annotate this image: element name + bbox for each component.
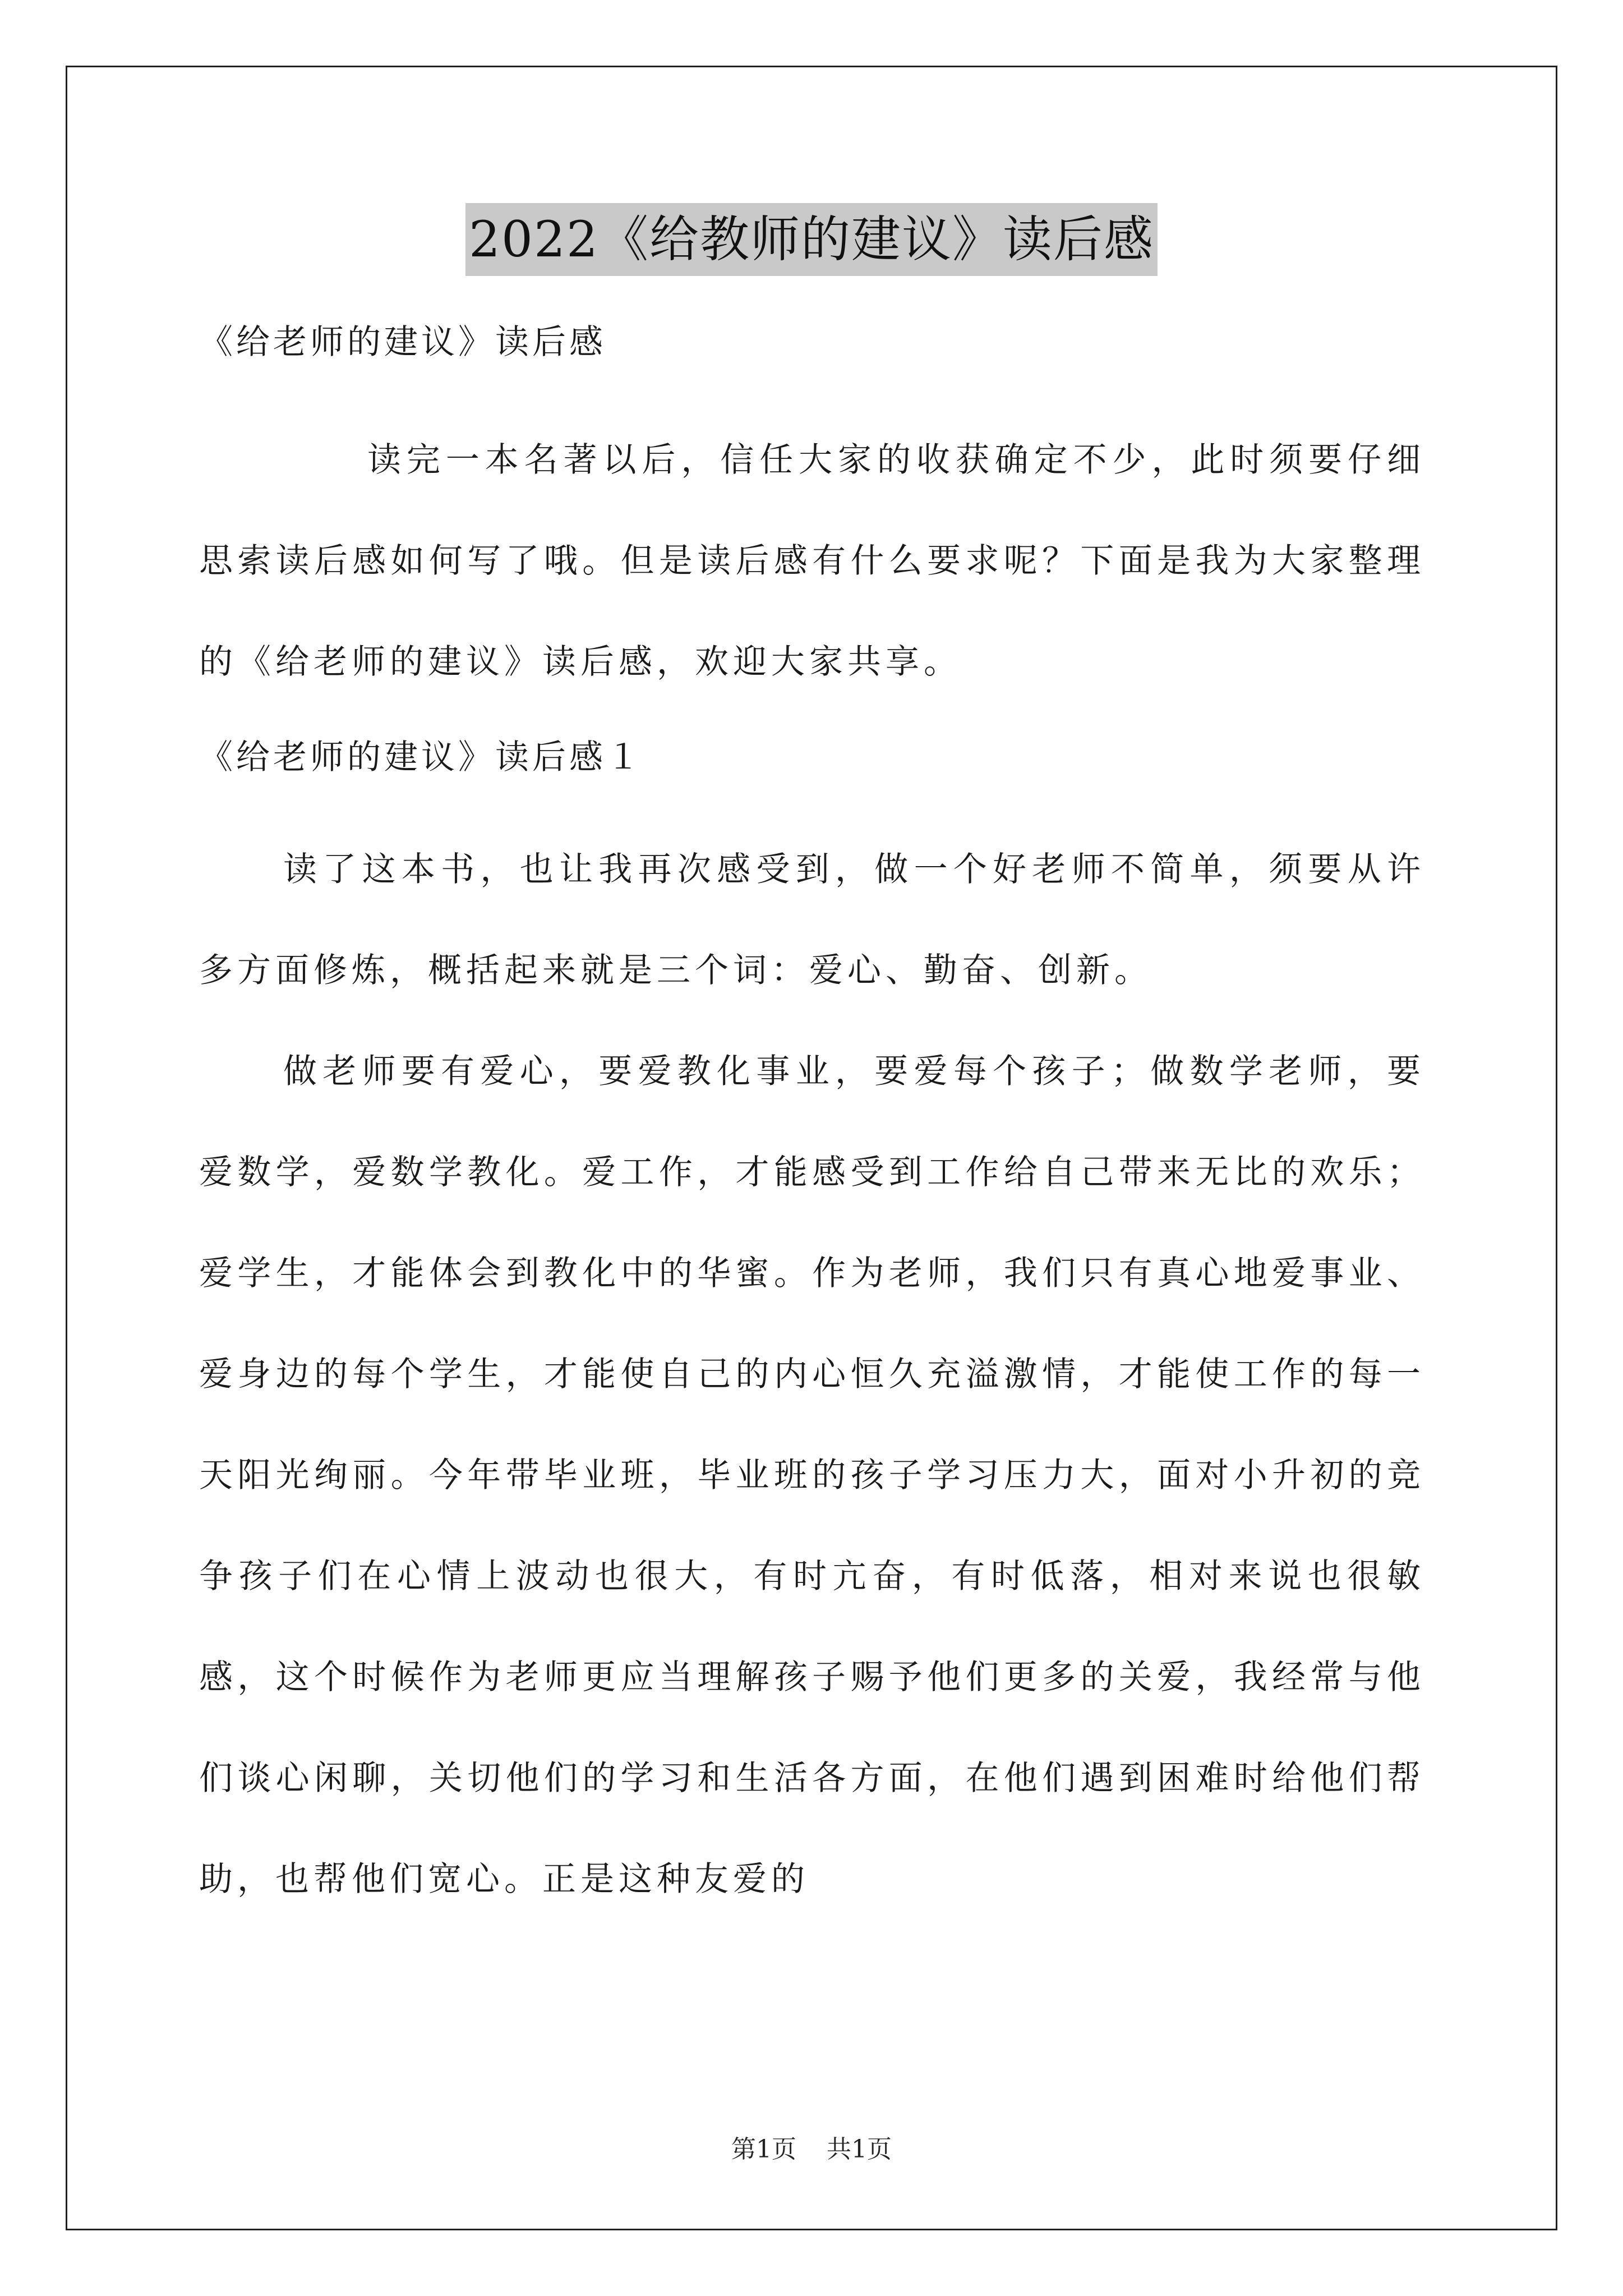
body-paragraph-2: 做老师要有爱心，要爱教化事业，要爱每个孩子；做数学老师，要爱数学，爱数学教化。爱工作，才能感受到工作给自己带来无比的欢乐；爱学生，才能体会到教化中的华蜜。作为老师，我们只有真心地爱事业、爱身边的每个学生，才能使自己的内心恒久充溢激情，才能使工作的每一天阳光绚丽。今年带毕业班，毕业班的孩子学习压力大，面对小升初的竞争孩子们在心情上波动也很大，有时亢奋，有时低落，相对来说也很敏感，这个时候作为老师更应当理解孩子赐予他们更多的关爱，我经常与他们谈心闲聊，关切他们的学习和生活各方面，在他们遇到困难时给他们帮助，也帮他们宽心。正是这种友爱的	[199, 1052, 1425, 1899]
title-container	[0, 203, 1623, 276]
document-title: 2022《给教师的建议》读后感	[465, 203, 1158, 276]
document-subtitle: 《给老师的建议》读后感	[199, 323, 606, 362]
document-body	[199, 303, 1425, 1930]
intro-paragraph: 读完一本名著以后，信任大家的收获确定不少，此时须要仔细思索读后感如何写了哦。但是读后感有什么要求呢？下面是我为大家整理的《给老师的建议》读后感，欢迎大家共享。	[199, 440, 1425, 682]
page-number: 第1页	[731, 2135, 796, 2164]
section-heading: 《给老师的建议》读后感１	[199, 738, 643, 777]
page-total: 共1页	[827, 2135, 892, 2164]
page-footer	[0, 2129, 1623, 2165]
body-paragraph-1: 读了这本书，也让我再次感受到，做一个好老师不简单，须要从许多方面修炼，概括起来就是三个词：爱心、勤奋、创新。	[199, 850, 1425, 990]
